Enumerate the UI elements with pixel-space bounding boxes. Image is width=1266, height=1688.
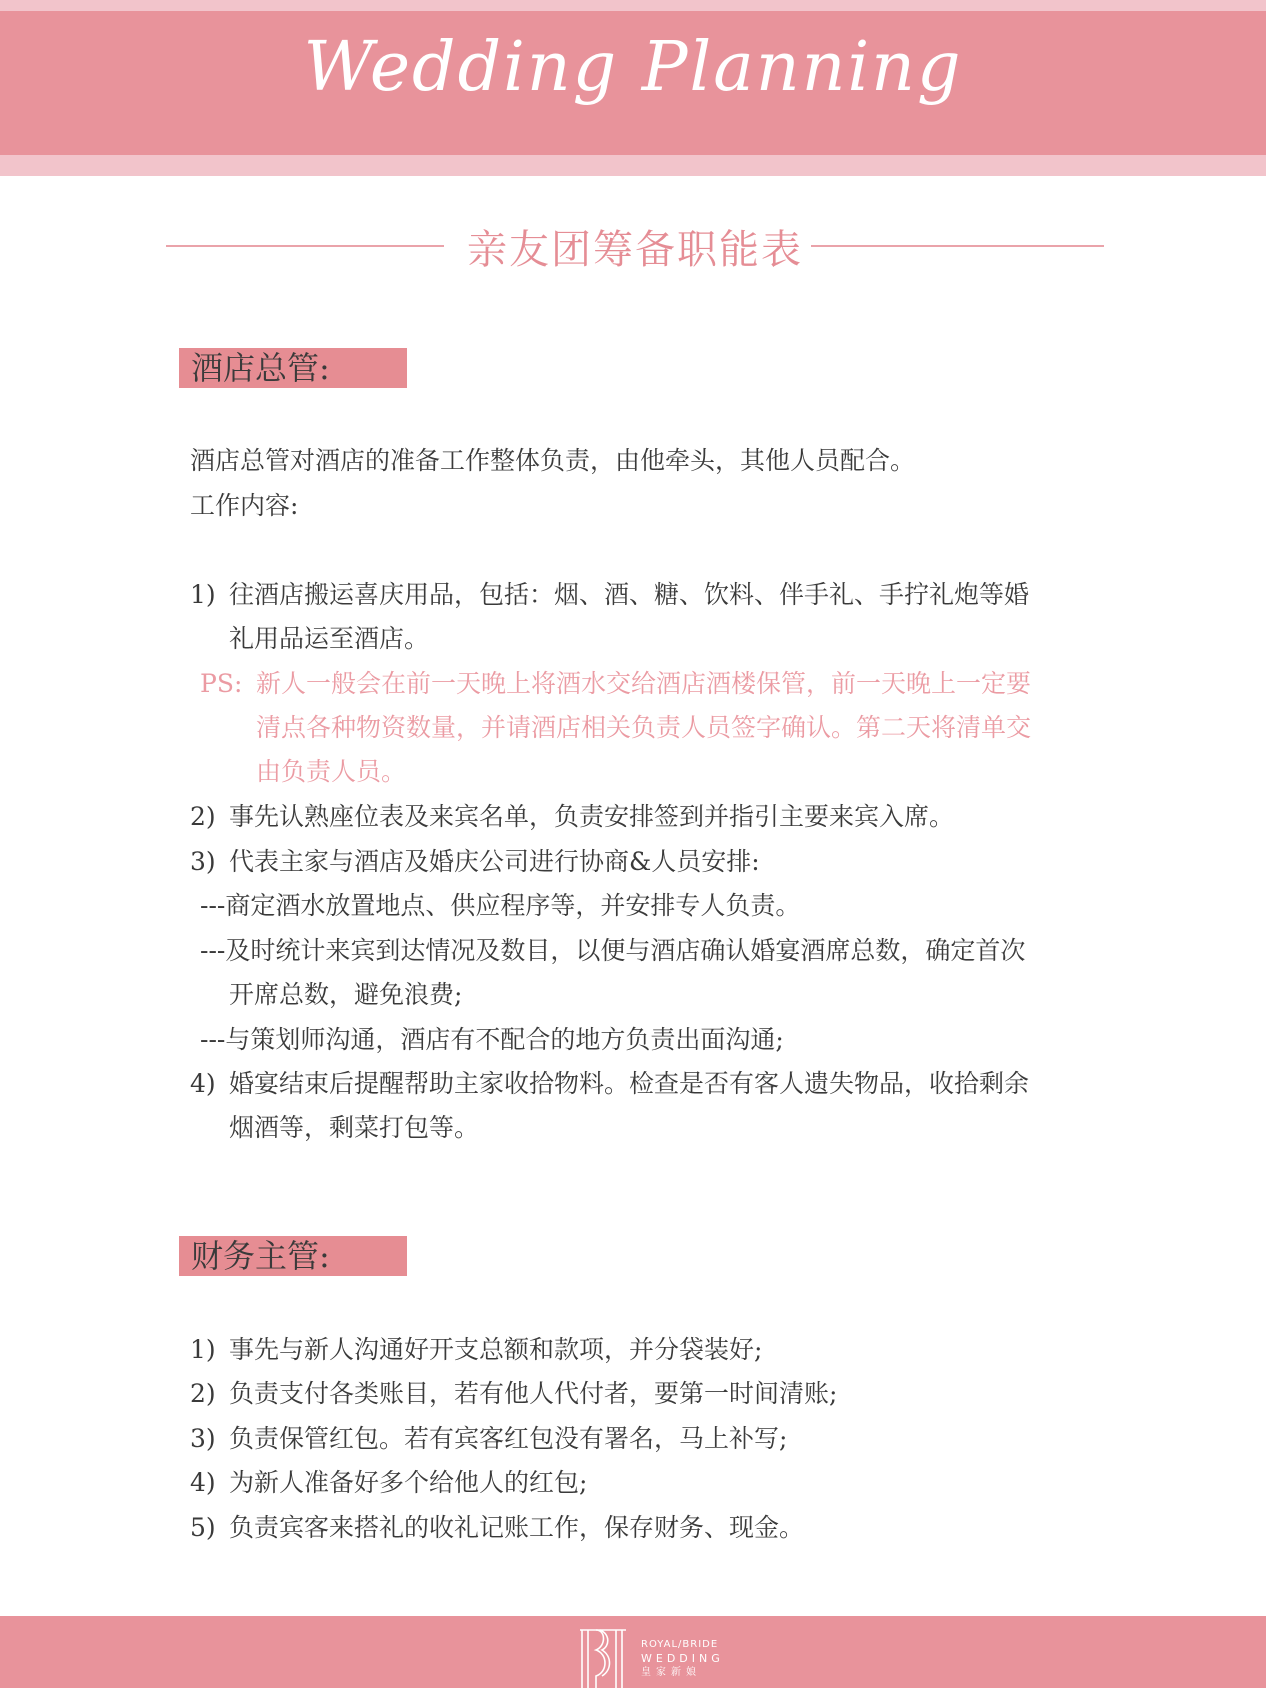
brand-logo-icon [576, 1626, 632, 1688]
ps-line-3: 由负责人员。 [256, 757, 407, 786]
hotel-item-4-line-2: 烟酒等，剩菜打包等。 [229, 1113, 480, 1142]
finance-manager-heading: 财务主管: [179, 1236, 407, 1276]
sheet-title: 亲友团筹备职能表 [467, 227, 803, 273]
footer-band [0, 1616, 1266, 1688]
brand-line-3: 皇家新娘 [641, 1667, 701, 1678]
hotel-subitem-2-line-1: ---及时统计来宾到达情况及数目，以便与酒店确认婚宴酒席总数，确定首次 [200, 936, 1026, 965]
hotel-item-1-line-1: 往酒店搬运喜庆用品，包括：烟、酒、糖、饮料、伴手礼、手拧礼炮等婚 [229, 580, 1030, 609]
finance-item-3-number: 3) [190, 1424, 216, 1453]
ps-line-2: 清点各种物资数量，并请酒店相关负责人员签字确认。第二天将清单交 [256, 713, 1032, 742]
hotel-item-1-line-2: 礼用品运至酒店。 [229, 624, 430, 653]
hotel-item-3: 代表主家与酒店及婚庆公司进行协商&人员安排: [229, 847, 760, 876]
hotel-item-3-number: 3) [190, 847, 216, 876]
sheet-title-row [166, 210, 1104, 280]
finance-item-2-number: 2) [190, 1379, 216, 1408]
brand-line-2: WEDDING [641, 1652, 724, 1665]
page-header-title: Wedding Planning [303, 28, 963, 107]
hotel-work-label: 工作内容: [190, 491, 299, 520]
finance-item-5-number: 5) [190, 1513, 216, 1542]
finance-item-2: 负责支付各类账目，若有他人代付者，要第一时间清账; [229, 1379, 838, 1408]
brand-line-1: ROYAL/BRIDE [641, 1639, 719, 1650]
header-top-strip [0, 0, 1266, 11]
hotel-item-1-number: 1) [190, 580, 216, 609]
title-rule-right [811, 245, 1104, 247]
finance-item-4: 为新人准备好多个给他人的红包; [229, 1468, 588, 1497]
ps-label: PS: [200, 669, 243, 698]
finance-item-1-number: 1) [190, 1335, 216, 1364]
finance-item-1: 事先与新人沟通好开支总额和款项，并分袋装好; [229, 1335, 763, 1364]
hotel-intro: 酒店总管对酒店的准备工作整体负责，由他牵头，其他人员配合。 [190, 446, 916, 475]
hotel-item-4-number: 4) [190, 1069, 216, 1098]
hotel-manager-heading: 酒店总管: [179, 348, 407, 388]
hotel-item-2: 事先认熟座位表及来宾名单，负责安排签到并指引主要来宾入席。 [229, 802, 955, 831]
brand-wordmark [641, 1638, 724, 1680]
finance-item-3: 负责保管红包。若有宾客红包没有署名，马上补写; [229, 1424, 788, 1453]
finance-item-5: 负责宾客来搭礼的收礼记账工作，保存财务、现金。 [229, 1513, 805, 1542]
finance-item-4-number: 4) [190, 1468, 216, 1497]
hotel-item-4-line-1: 婚宴结束后提醒帮助主家收拾物料。检查是否有客人遗失物品，收拾剩余 [229, 1069, 1030, 1098]
hotel-subitem-1: ---商定酒水放置地点、供应程序等，并安排专人负责。 [200, 891, 801, 920]
ps-line-1: 新人一般会在前一天晚上将酒水交给酒店酒楼保管，前一天晚上一定要 [256, 669, 1032, 698]
hotel-subitem-3: ---与策划师沟通，酒店有不配合的地方负责出面沟通; [200, 1025, 784, 1054]
hotel-item-2-number: 2) [190, 802, 216, 831]
header-bottom-strip [0, 155, 1266, 176]
hotel-subitem-2-line-2: 开席总数，避免浪费; [229, 980, 463, 1009]
